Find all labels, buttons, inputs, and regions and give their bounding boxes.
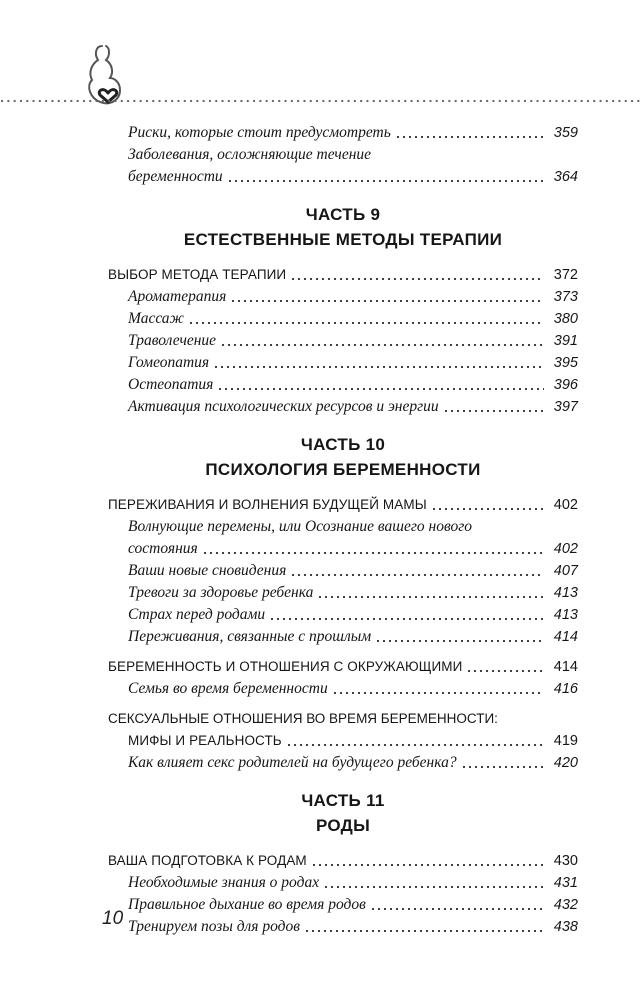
dot-leader: [431, 501, 544, 511]
dot-leader: [227, 173, 544, 183]
dot-leader: [202, 545, 544, 555]
dot-leader: [286, 737, 544, 747]
toc-entry[interactable]: [108, 872, 578, 894]
entry-title: Ваши новые сновидения: [128, 562, 287, 579]
dot-leader: [317, 589, 544, 599]
entry-title: Как влияет секс родителей на будущего ребенка?: [128, 754, 457, 771]
chapter-page: 414: [553, 659, 578, 675]
dot-leader: [304, 923, 544, 933]
chapter-page: 419: [553, 733, 578, 749]
toc-entry[interactable]: [108, 894, 578, 916]
entry-title: Необходимые знания о родах: [128, 874, 320, 891]
entry-page: 420: [553, 755, 578, 771]
entry-page: 364: [553, 169, 578, 185]
toc-entry[interactable]: [108, 374, 578, 396]
dot-leader: [188, 315, 544, 325]
entry-title: Массаж: [128, 310, 184, 327]
entry-page: 391: [553, 333, 578, 349]
entry-page: 413: [553, 607, 578, 623]
part-title: ЕСТЕСТВЕННЫЕ МЕТОДЫ ТЕРАПИИ: [183, 230, 503, 249]
entry-title: Ароматерапия: [128, 288, 227, 305]
entry-title: Семья во время беременности: [128, 680, 328, 697]
chapter-title: БЕРЕМЕННОСТЬ И ОТНОШЕНИЯ С ОКРУЖАЮЩИМИ: [108, 659, 463, 674]
dot-leader: [269, 611, 544, 621]
table-of-contents: [108, 122, 578, 938]
dot-leader: [217, 381, 544, 391]
entry-page: 407: [553, 563, 578, 579]
toc-entry[interactable]: [108, 352, 578, 374]
toc-entry[interactable]: [108, 330, 578, 352]
dot-leader: [332, 685, 544, 695]
entry-title: Переживания, связанные с прошлым: [128, 628, 372, 645]
part-heading: [108, 788, 578, 838]
entry-page: 431: [553, 875, 578, 891]
chapter-title: МИФЫ И РЕАЛЬНОСТЬ: [128, 733, 282, 748]
toc-chapter[interactable]: [108, 850, 578, 872]
chapter-title-line: СЕКСУАЛЬНЫЕ ОТНОШЕНИЯ ВО ВРЕМЯ БЕРЕМЕННОСТИ:: [108, 711, 498, 726]
entry-page: 373: [553, 289, 578, 305]
toc-entry[interactable]: [108, 560, 578, 582]
part-title: ПСИХОЛОГИЯ БЕРЕМЕННОСТИ: [205, 460, 481, 479]
entry-page: 414: [553, 629, 578, 645]
dot-leader: [443, 403, 544, 413]
entry-page: 416: [553, 681, 578, 697]
dot-leader: [323, 879, 544, 889]
dot-leader: [466, 663, 544, 673]
entry-title: Страх перед родами: [128, 606, 266, 623]
entry-title: Правильное дыхание во время родов: [128, 896, 366, 913]
dot-leader: [213, 359, 544, 369]
dot-leader: [370, 901, 544, 911]
part-label: ЧАСТЬ 9: [305, 205, 381, 224]
toc-chapter[interactable]: [108, 730, 578, 752]
dot-leader: [461, 759, 544, 769]
toc-entry[interactable]: [108, 582, 578, 604]
toc-entry[interactable]: [108, 166, 578, 188]
dot-leader: [230, 293, 544, 303]
entry-page: 432: [553, 897, 578, 913]
entry-page: 359: [553, 125, 578, 141]
entry-page: 396: [553, 377, 578, 393]
chapter-page: 372: [553, 267, 578, 283]
entry-title: Гомеопатия: [128, 354, 210, 371]
entry-title: состояния: [128, 540, 198, 557]
entry-title: Тревоги за здоровье ребенка: [128, 584, 314, 601]
toc-chapter[interactable]: [108, 494, 578, 516]
toc-entry[interactable]: [108, 604, 578, 626]
entry-title-line: Волнующие перемены, или Осознание вашего нового: [128, 518, 473, 535]
toc-entry[interactable]: [108, 916, 578, 938]
toc-entry[interactable]: [108, 396, 578, 418]
toc-entry[interactable]: [108, 678, 578, 700]
entry-title: Траволечение: [128, 332, 217, 349]
toc-entry[interactable]: [108, 308, 578, 330]
entry-title: Остеопатия: [128, 376, 214, 393]
toc-entry[interactable]: [108, 286, 578, 308]
part-heading: [108, 432, 578, 482]
dot-leader: [395, 129, 544, 139]
dot-leader: [290, 271, 544, 281]
part-title: РОДЫ: [315, 816, 371, 835]
part-label: ЧАСТЬ 10: [300, 435, 386, 454]
chapter-page: 402: [553, 497, 578, 513]
entry-title: Риски, которые стоит предусмотреть: [128, 124, 391, 141]
toc-chapter[interactable]: [108, 656, 578, 678]
entry-page: 380: [553, 311, 578, 327]
chapter-page: 430: [553, 853, 578, 869]
entry-page: 402: [553, 541, 578, 557]
entry-page: 413: [553, 585, 578, 601]
entry-title-line: Заболевания, осложняющие течение: [128, 146, 372, 163]
toc-entry[interactable]: [108, 752, 578, 774]
toc-entry[interactable]: [108, 538, 578, 560]
chapter-title: ВАША ПОДГОТОВКА К РОДАМ: [108, 853, 307, 868]
page-number: 10: [102, 908, 124, 929]
entry-title: Активация психологических ресурсов и энергии: [128, 398, 439, 415]
dot-leader: [220, 337, 544, 347]
entry-title: беременности: [128, 168, 223, 185]
entry-page: 438: [553, 919, 578, 935]
dot-leader: [375, 633, 544, 643]
toc-chapter[interactable]: [108, 264, 578, 286]
toc-entry[interactable]: [108, 122, 578, 144]
entry-title: Тренируем позы для родов: [128, 918, 300, 935]
chapter-title: ПЕРЕЖИВАНИЯ И ВОЛНЕНИЯ БУДУЩЕЙ МАМЫ: [108, 497, 427, 512]
entry-page: 397: [553, 399, 578, 415]
chapter-title: ВЫБОР МЕТОДА ТЕРАПИИ: [108, 267, 287, 282]
dot-leader: [311, 857, 544, 867]
toc-entry[interactable]: [108, 626, 578, 648]
part-label: ЧАСТЬ 11: [301, 791, 385, 810]
dot-leader: [290, 567, 544, 577]
part-heading: [108, 202, 578, 252]
dotted-separator: [0, 98, 644, 104]
entry-page: 395: [553, 355, 578, 371]
